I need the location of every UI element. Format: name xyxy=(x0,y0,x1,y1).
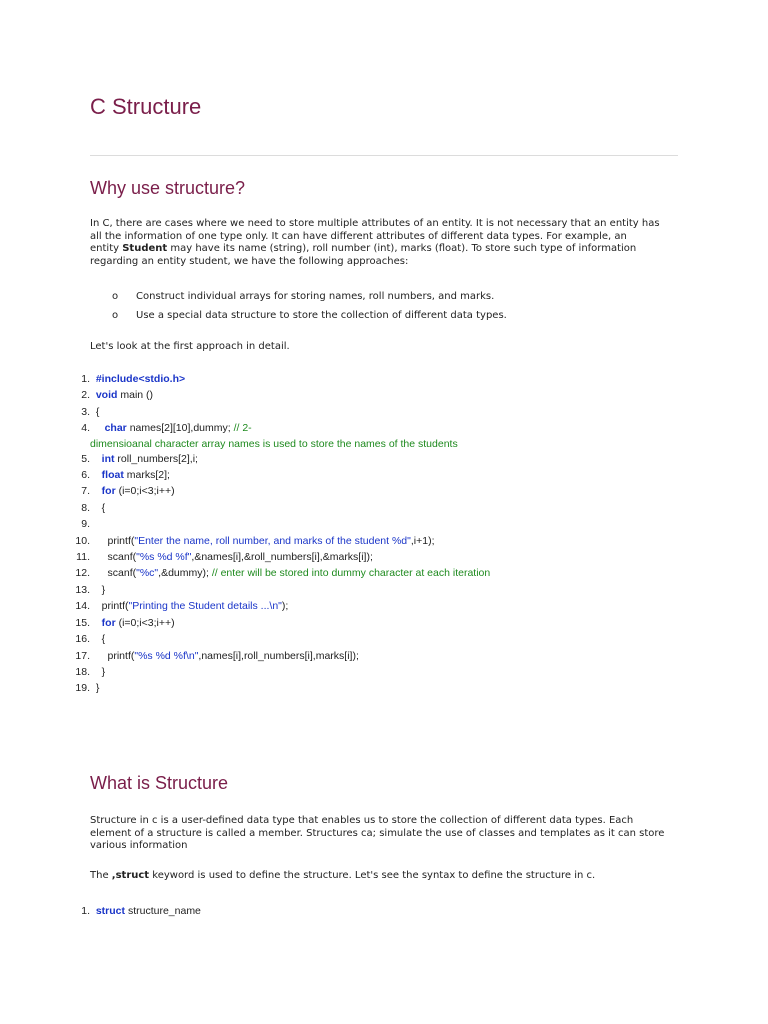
code-line: 14. printf("Printing the Student details ...\n"); xyxy=(75,600,289,613)
code-line: 9. xyxy=(81,518,90,531)
code-block-2 xyxy=(62,903,201,919)
why-line-4: regarding an entity student, we have the following approaches: xyxy=(90,255,409,267)
what-line-3: various information xyxy=(90,840,188,851)
code-line: 17. printf("%s %d %f\n",names[i],roll_numbers[i],marks[i]); xyxy=(75,649,359,662)
section-heading-why: Why use structure? xyxy=(90,178,246,198)
code-line: 18. } xyxy=(75,665,106,678)
keyword-line: The ,struct keyword is used to define the structure. Let's see the syntax to define the structure in c. xyxy=(90,870,596,881)
what-line-2: element of a structure is called a member. Structures ca; simulate the use of classes and templates as it can store xyxy=(90,827,665,839)
why-line-2: all the information of one type only. It can have different attributes of different data types. For example, an xyxy=(90,230,627,242)
why-line-3: entity Student may have its name (string), roll number (int), marks (float). To store such type of information xyxy=(90,243,637,254)
code-line: 6. float marks[2]; xyxy=(81,469,170,482)
code-line: 2. void main () xyxy=(81,389,154,402)
code-line: dimensioanal character array names is used to store the names of the students xyxy=(90,437,458,450)
code-line: 13. } xyxy=(75,583,106,596)
code-line: 3. { xyxy=(81,405,100,418)
list-item: o Use a special data structure to store the collection of different data types. xyxy=(112,310,507,321)
title-divider xyxy=(90,155,678,156)
code-block-1 xyxy=(62,371,490,697)
page-title: C Structure xyxy=(90,94,202,119)
code-line: 5. int roll_numbers[2],i; xyxy=(81,452,198,465)
code-line: 12. scanf("%c",&dummy); // enter will be stored into dummy character at each iteration xyxy=(75,567,491,580)
what-paragraph xyxy=(90,815,680,853)
list-item: o Construct individual arrays for storing names, roll numbers, and marks. xyxy=(112,291,495,302)
code-line: 10. printf("Enter the name, roll number, and marks of the student %d",i+1); xyxy=(75,534,435,547)
code-line: 16. { xyxy=(75,633,106,646)
code-line: 1. #include<stdio.h> xyxy=(81,373,186,385)
why-paragraph xyxy=(90,218,680,268)
code-line: 15. for (i=0;i<3;i++) xyxy=(75,616,175,629)
code-line: 7. for (i=0;i<3;i++) xyxy=(81,485,175,498)
code-line: 4. char names[2][10],dummy; // 2- xyxy=(81,422,252,435)
section-heading-what: What is Structure xyxy=(90,773,229,793)
code-line: 1. struct structure_name xyxy=(81,905,201,917)
lead-text: Let's look at the first approach in detail. xyxy=(90,341,290,352)
code-line: 11. scanf("%s %d %f",&names[i],&roll_numbers[i],&marks[i]); xyxy=(76,551,373,564)
why-line-1: In C, there are cases where we need to store multiple attributes of an entity. It is not necessary that an entity has xyxy=(90,218,660,229)
what-line-1: Structure in c is a user-defined data type that enables us to store the collection of different data types. Each xyxy=(90,815,634,826)
code-line: 8. { xyxy=(81,501,106,514)
code-line: 19. } xyxy=(75,682,100,695)
approach-list xyxy=(112,291,507,329)
